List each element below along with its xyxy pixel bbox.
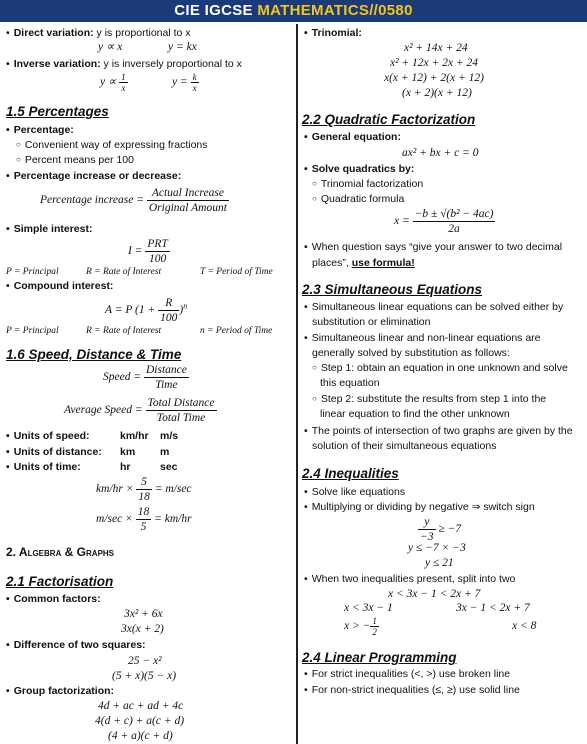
step-2-line-2: linear equation to find the other unknown	[320, 408, 510, 420]
units-time-label: • Units of time:	[6, 461, 81, 474]
banner-exam: CIE IGCSE	[174, 2, 258, 19]
units-speed-label: • Units of speed:	[6, 430, 90, 443]
decimal-note-line-2: places”, use formula!	[312, 257, 415, 269]
simultaneous-1-line-2: substitution or elimination	[312, 316, 431, 328]
section-1-6-heading: 1.6 Speed, Distance & Time	[6, 347, 182, 362]
linear-programming-item-1: • For strict inequalities (<, >) use broken line	[304, 668, 510, 681]
split-right-1: 3x − 1 < 2x + 7	[456, 602, 530, 614]
solve-quadratics-item-2: ○ Quadratic formula	[312, 193, 404, 206]
decimal-note-line-1: • When question says “give your answer to two decimal	[304, 241, 562, 254]
simple-interest-formula: I = $\frac{\text{PRT}}{100}$	[128, 238, 168, 265]
trinomial-eq-2: x² + 12x + 2x + 24	[390, 57, 479, 69]
group-factorization-eq-1: 4d + ac + ad + 4c	[98, 700, 184, 712]
column-divider	[296, 24, 298, 744]
group-factorization-eq-3: (4 + a)(c + d)	[108, 730, 173, 742]
units-speed-value-2: m/s	[160, 430, 179, 442]
step-1-line-2: this equation	[320, 377, 380, 389]
step-2-line-1: ○ Step 2: substitute the results from step 1 into the	[312, 393, 546, 406]
simple-interest-t: T = Period of Time	[200, 267, 273, 277]
two-inequalities-eq: x < 3x − 1 < 2x + 7	[388, 588, 481, 600]
simple-interest-p: P = Principal	[6, 267, 59, 277]
solve-quadratics-label: • Solve quadratics by:	[304, 163, 414, 176]
section-2-4-heading: 2.4 Inequalities	[302, 466, 399, 481]
split-left-1: x < 3x − 1	[344, 602, 393, 614]
split-right-2: x < 8	[512, 620, 537, 632]
inequalities-item-1: • Solve like equations	[304, 486, 405, 499]
percentage-change-label: • Percentage increase or decrease:	[6, 170, 181, 183]
conversion-ms-to-kmh: m/sec × $\frac{18}{5}$ = km/hr	[96, 506, 192, 533]
inverse-eq-1: y ∝ $\frac{1}{x}$	[100, 72, 126, 93]
percentage-label: • Percentage:	[6, 124, 74, 137]
group-factorization-label: • Group factorization:	[6, 685, 114, 698]
percentage-increase-formula: Percentage increase = $\frac{\text{Actual Increase}}{\text{Original Amount}}$	[40, 187, 227, 214]
conversion-kmh-to-ms: km/hr × $\frac{5}{18}$ = m/sec	[96, 476, 192, 503]
direct-variation-line: • Direct variation: y is proportional to x	[6, 27, 191, 40]
section-2-1-heading: 2.1 Factorisation	[6, 574, 114, 589]
section-1-5-heading: 1.5 Percentages	[6, 104, 109, 119]
general-equation: ax² + bx + c = 0	[402, 147, 479, 159]
two-inequalities-label: • When two inequalities present, split into two	[304, 573, 515, 586]
compound-interest-label: • Compound interest:	[6, 280, 113, 293]
page-banner	[0, 0, 587, 22]
inequalities-item-2: • Multiplying or dividing by negative ⇒ switch sign	[304, 501, 535, 514]
simultaneous-3-line-2: solution of their simultaneous equations	[312, 440, 497, 452]
step-1-line-1: ○ Step 1: obtain an equation in one unknown and solve	[312, 362, 568, 375]
linear-programming-item-2: • For non-strict inequalities (≤, ≥) use solid line	[304, 684, 520, 697]
simple-interest-r: R = Rate of Interest	[86, 267, 162, 277]
simultaneous-2-line-2: generally solved by substitution as follows:	[312, 347, 510, 359]
difference-squares-label: • Difference of two squares:	[6, 639, 146, 652]
general-equation-label: • General equation:	[304, 131, 401, 144]
simultaneous-1-line-1: • Simultaneous linear equations can be solved either by	[304, 301, 563, 314]
units-distance-value-1: km	[120, 446, 136, 458]
percentage-item-1: ○ Convenient way of expressing fractions	[16, 139, 208, 152]
direct-eq-1: y ∝ x	[98, 41, 123, 53]
compound-interest-r: R = Rate of Interest	[86, 326, 162, 336]
units-distance-value-2: m	[160, 446, 170, 458]
simultaneous-3-line-1: • The points of intersection of two graphs are given by the	[304, 425, 573, 438]
compound-interest-formula: A = P (1 + $\frac{R}{100}$ )$^n$	[105, 297, 188, 324]
inverse-eq-2: y = $\frac{k}{x}$	[172, 72, 197, 93]
section-2-heading: 2. Algebra & Graphs	[6, 545, 115, 559]
difference-squares-eq-2: (5 + x)(5 − x)	[112, 670, 177, 682]
trinomial-eq-1: x² + 14x + 24	[404, 42, 468, 54]
inequality-example-2: y ≤ −7 × −3	[408, 542, 466, 554]
split-left-2: x > − $\frac{1}{2}$	[344, 616, 377, 637]
common-factors-eq-1: 3x² + 6x	[124, 608, 163, 620]
inequality-example-3: y ≤ 21	[425, 557, 454, 569]
units-speed-value-1: km/hr	[120, 430, 149, 442]
percentage-item-2: ○ Percent means per 100	[16, 154, 134, 167]
common-factors-label: • Common factors:	[6, 593, 101, 606]
trinomial-label: • Trinomial:	[304, 27, 362, 40]
units-distance-label: • Units of distance:	[6, 446, 102, 459]
units-time-value-2: sec	[160, 461, 178, 473]
difference-squares-eq-1: 25 − x²	[128, 655, 162, 667]
trinomial-eq-4: (x + 2)(x + 12)	[402, 87, 472, 99]
trinomial-eq-3: x(x + 12) + 2(x + 12)	[384, 72, 484, 84]
inequality-example-1: $\frac{y}{-3}$ ≥ −7	[420, 516, 462, 543]
units-time-value-1: hr	[120, 461, 131, 473]
solve-quadratics-item-1: ○ Trinomial factorization	[312, 178, 423, 191]
speed-formula: Speed = $\frac{\text{Distance}}{\text{Time}}$	[103, 364, 187, 391]
common-factors-eq-2: 3x(x + 2)	[121, 623, 164, 635]
section-2-3-heading: 2.3 Simultaneous Equations	[302, 282, 483, 297]
section-2-4-linear-programming-heading: 2.4 Linear Programming	[302, 650, 457, 665]
quadratic-formula: x = $\frac{\text{−b ± √(b² − 4ac)}}{2a}$	[394, 208, 494, 235]
banner-subject: MATHEMATICS//0580	[257, 2, 413, 19]
simultaneous-2-line-1: • Simultaneous linear and non-linear equations are	[304, 332, 541, 345]
compound-interest-n: n = Period of Time	[200, 326, 273, 336]
section-2-2-heading: 2.2 Quadratic Factorization	[302, 112, 476, 127]
simple-interest-label: • Simple interest:	[6, 223, 92, 236]
compound-interest-p: P = Principal	[6, 326, 59, 336]
inverse-variation-line: • Inverse variation: y is inversely proportional to x	[6, 58, 242, 71]
group-factorization-eq-2: 4(d + c) + a(c + d)	[95, 715, 185, 727]
average-speed-formula: Average Speed = $\frac{\text{Total Distance}}{\text{Total Time}}$	[64, 397, 215, 424]
direct-eq-2: y = kx	[168, 41, 197, 53]
